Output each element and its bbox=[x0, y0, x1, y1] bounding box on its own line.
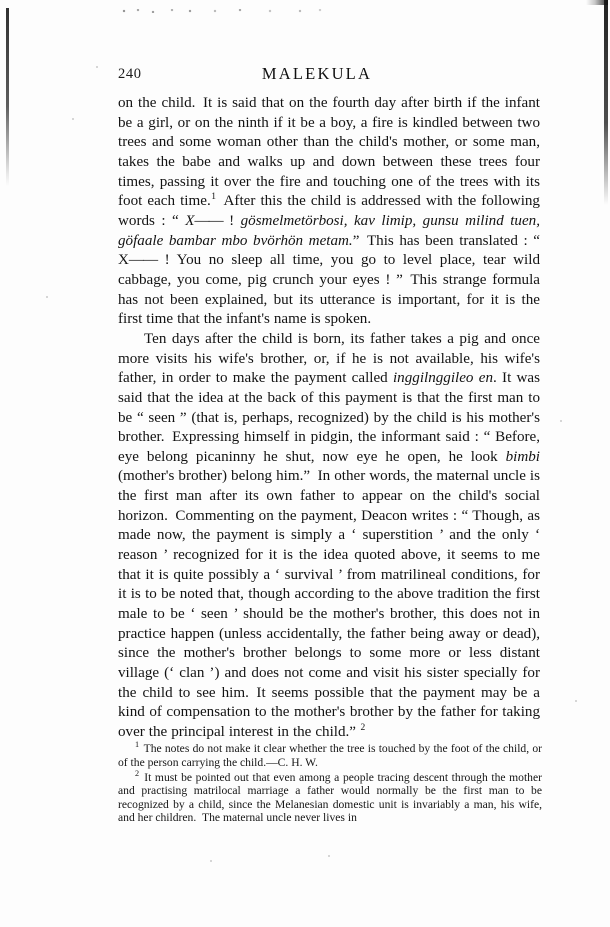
scan-fleck bbox=[46, 296, 48, 298]
footnote-text: It must be pointed out that even among a people tracing descent through the mother and practising matrilocal marriage a father would normally be the first man to be recognized by a child, since the Melanesian domestic unit is invariably a man, his wife, and her children. The maternal uncle never lives in bbox=[118, 770, 542, 825]
paragraph-birth-ritual bbox=[118, 94, 540, 330]
vernacular-italic-text: bimbi bbox=[505, 448, 540, 465]
vernacular-italic-text: inggilnggileo en bbox=[392, 370, 493, 387]
scan-fleck bbox=[210, 860, 212, 862]
text-run: ! You no sleep all time, you go to level place, tear wild cabbage, you come, pig crunch your eyes ! ” This strange formula has not been explained, but its utterance is important, for it is the first time that the infant's name is spoken. bbox=[118, 252, 540, 328]
name-placeholder-italic: X bbox=[185, 212, 195, 229]
running-head bbox=[118, 64, 540, 84]
footnote-reference: 2 bbox=[360, 722, 366, 733]
footnote-text: The notes do not make it clear whether the tree is touched by the foot of the child, or of the person carrying the child.—C. H. W. bbox=[118, 742, 542, 769]
running-title: MALEKULA bbox=[261, 64, 373, 83]
text-run: ! bbox=[222, 212, 241, 229]
paragraph-inggilnggileo-payment bbox=[118, 330, 540, 743]
text-run: ” This has been translated : “ X bbox=[118, 232, 540, 269]
footnote-marker: 1 bbox=[135, 740, 140, 750]
footnotes-block bbox=[118, 742, 542, 825]
text-run: . It was said that the idea at the back of this payment is that the first man to be “ seen ” (that is, perhaps, recognized) by the child is his mother's brother. Expressing himself in pidgin, the informant said : “ Before, eye belong picaninny he shut, now eye he open, he look bbox=[118, 370, 541, 465]
scan-edge-left-artifact bbox=[6, 8, 9, 186]
scan-edge-right-artifact bbox=[604, 0, 608, 205]
footnote-marker: 2 bbox=[135, 768, 140, 778]
text-run: After this the child is addressed with the following words : “ bbox=[118, 193, 540, 229]
footnote-reference: 1 bbox=[211, 192, 216, 203]
scan-fleck bbox=[96, 66, 98, 68]
em-dash-run: —— bbox=[128, 252, 158, 269]
page-number: 240 bbox=[118, 66, 142, 82]
scan-fleck bbox=[328, 855, 330, 857]
vernacular-italic-text: gösmelmetörbosi, kav limip, gunsu milind tuen, göfaale bambar mbo bvörhön metam. bbox=[118, 212, 540, 249]
scan-speckle-artifact bbox=[120, 9, 330, 13]
footnote-1 bbox=[118, 742, 542, 769]
scan-edge-top-right-artifact bbox=[586, 0, 608, 5]
em-dash-run: —— bbox=[194, 212, 223, 229]
text-run: Ten days after the child is born, its father takes a pig and once more visits his wife's brother, or, if he is not available, his wife's father, in order to make the payment called bbox=[118, 330, 540, 387]
scan-fleck bbox=[72, 118, 74, 120]
scan-fleck bbox=[560, 420, 562, 422]
body-text-block bbox=[118, 94, 540, 743]
scan-fleck bbox=[575, 700, 577, 702]
footnote-2 bbox=[118, 768, 542, 825]
text-run: on the child. It is said that on the fourth day after birth if the infant be a girl, or on the ninth if it be a boy, a fire is kindled between two trees and some woman other than the child's mother, or some man, takes the babe and walks up and down between these trees four times, passing it over the fire and touching one of the trees with its foot each time. bbox=[118, 95, 540, 210]
text-run: (mother's brother) belong him.” In other words, the maternal uncle is the first man after its own father to appear on the child's social horizon. Commenting on the payment, Deacon writes : “ Though, as made now, the payment is simply a ‘ superstition ’ and the only ‘ reason ’ recognized for it is the idea quoted above, it seems to me that it is quite possibly a ‘ survival ’ from matrilineal conditions, for it is to be noted that, though according to the above tradition the first male to be ‘ seen ’ should be the mother's brother, this does not in practice happen (unless accidentally, the father being away or dead), since the mother's brother belongs to some more or less distant village (‘ clan ’) and does not come and visit his sister specially for the child to see him. It seems possible that the payment may be a kind of compensation to the mother's brother by the father for taking over the principal interest in the child.” bbox=[118, 468, 540, 740]
